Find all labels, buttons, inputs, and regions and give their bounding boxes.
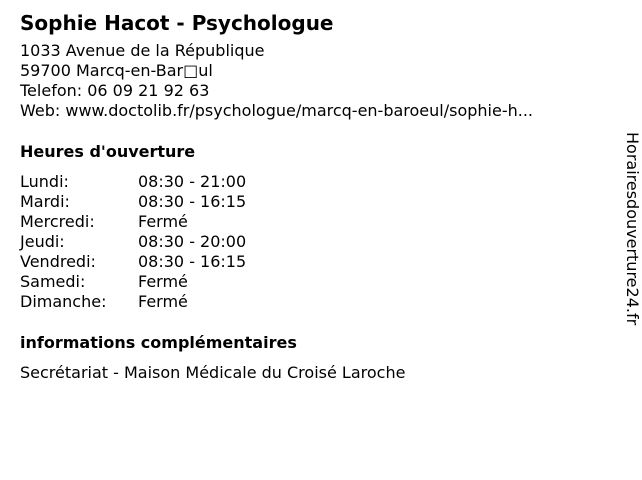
listing-card (20, 10, 600, 383)
hours-row-monday (20, 172, 600, 192)
day-label: Vendredi: (20, 252, 96, 271)
day-label: Dimanche: (20, 292, 107, 311)
day-hours: Fermé (138, 292, 188, 311)
day-label: Mardi: (20, 192, 70, 211)
hours-row-tuesday (20, 192, 600, 212)
opening-hours-table (20, 172, 600, 312)
day-hours: 08:30 - 20:00 (138, 232, 247, 251)
day-hours: 08:30 - 16:15 (138, 252, 247, 271)
phone-number: Telefon: 06 09 21 92 63 (20, 81, 210, 100)
hours-row-wednesday (20, 212, 600, 232)
day-label: Mercredi: (20, 212, 95, 231)
address-city: 59700 Marcq-en-Bar□ul (20, 61, 213, 80)
site-brand-vertical: Horairesdouverture24.fr (623, 132, 642, 326)
day-label: Jeudi: (20, 232, 65, 251)
opening-hours-heading: Heures d'ouverture (20, 142, 196, 161)
day-hours: Fermé (138, 272, 188, 291)
hours-row-thursday (20, 232, 600, 252)
address-street: 1033 Avenue de la République (20, 41, 265, 60)
page-title: Sophie Hacot - Psychologue (20, 11, 334, 35)
day-hours: 08:30 - 21:00 (138, 172, 247, 191)
additional-info-heading: informations complémentaires (20, 333, 297, 352)
website-link[interactable]: Web: www.doctolib.fr/psychologue/marcq-en-baroeul/sophie-h... (20, 101, 534, 120)
additional-info-text: Secrétariat - Maison Médicale du Croisé Laroche (20, 363, 406, 382)
day-hours: Fermé (138, 212, 188, 231)
day-hours: 08:30 - 16:15 (138, 192, 247, 211)
hours-row-friday (20, 252, 600, 272)
day-label: Lundi: (20, 172, 69, 191)
hours-row-sunday (20, 292, 600, 312)
hours-row-saturday (20, 272, 600, 292)
day-label: Samedi: (20, 272, 86, 291)
